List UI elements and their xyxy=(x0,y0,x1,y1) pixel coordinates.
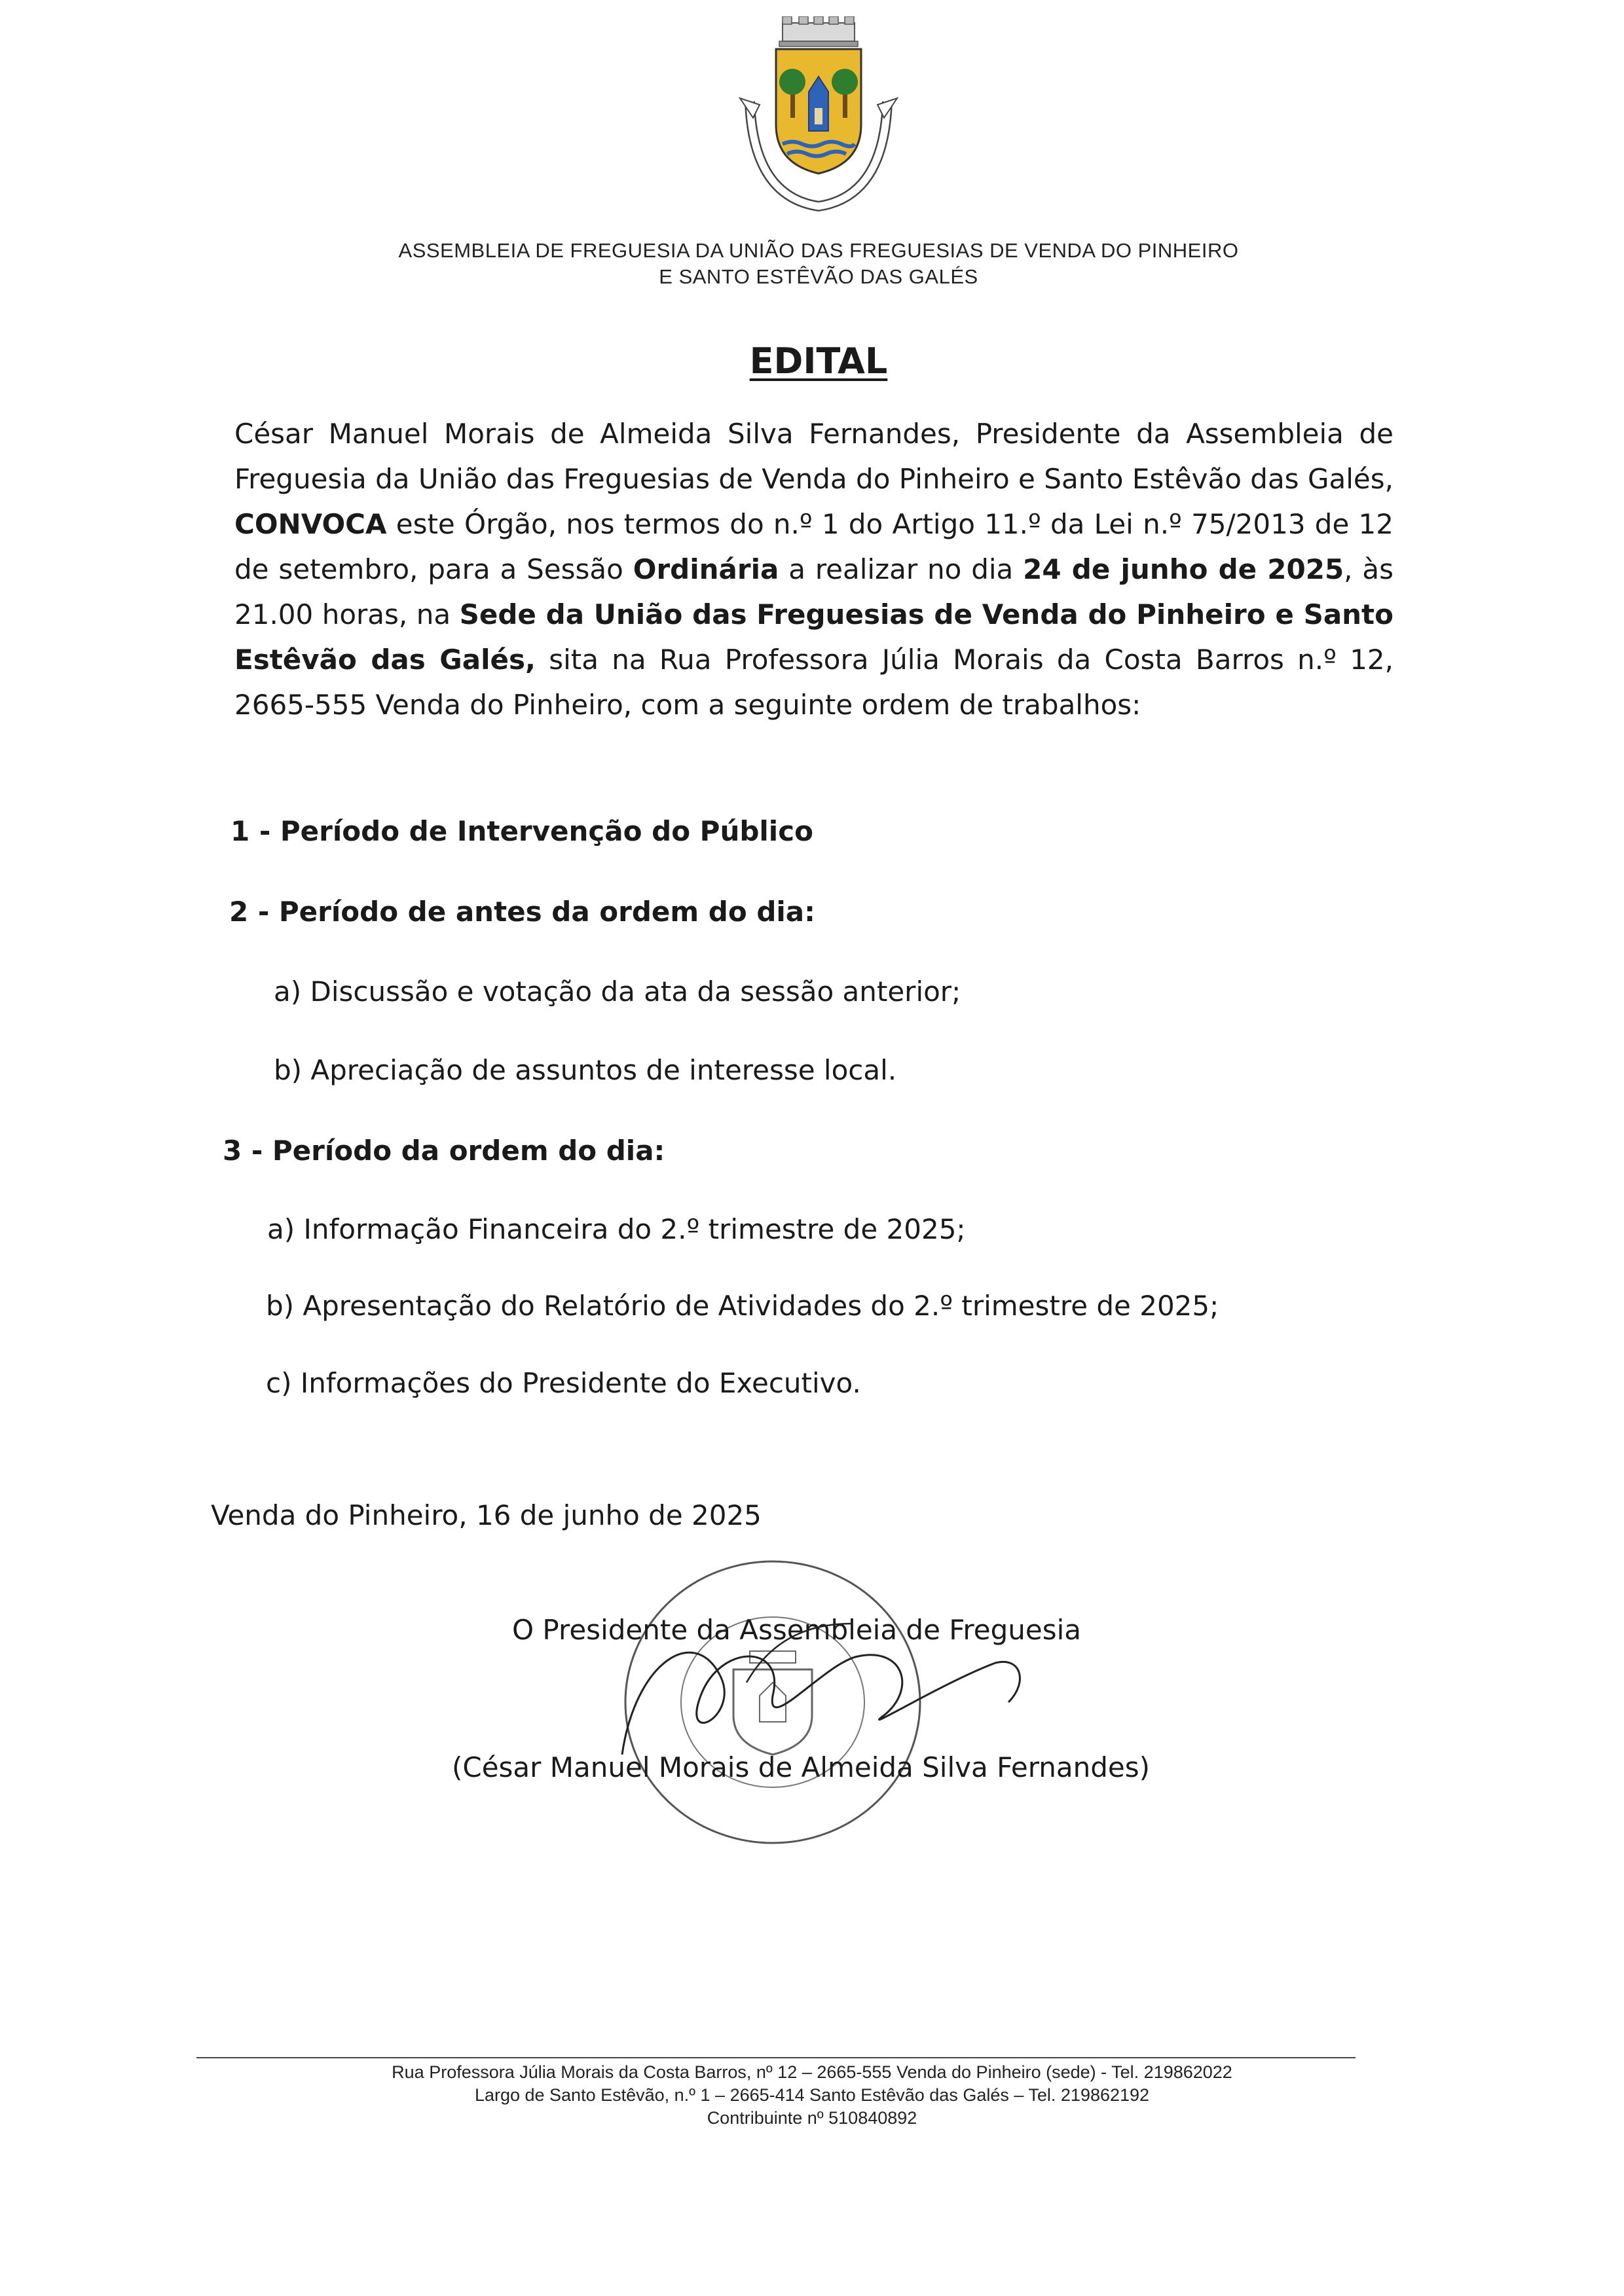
body-sede: Sede da União das Freguesias de Venda do Pinheiro e Santo Estêvão das Galés, xyxy=(234,598,1393,676)
assembly-header-line-1: ASSEMBLEIA DE FREGUESIA DA UNIÃO DAS FREGUESIAS DE VENDA DO PINHEIRO xyxy=(398,239,1239,262)
agenda-item-3c: c) Informações do Presidente do Executivo. xyxy=(266,1367,861,1399)
body-convoca: CONVOCA xyxy=(234,508,387,540)
body-text-3: a realizar no dia xyxy=(788,553,1014,585)
document-title: EDITAL xyxy=(749,340,888,382)
footer-address-santo-estevao: Largo de Santo Estêvão, n.º 1 – 2665-414 Santo Estêvão das Galés – Tel. 219862192 xyxy=(474,2085,1150,2105)
footer-address-headquarters: Rua Professora Júlia Morais da Costa Barros, nº 12 – 2665-555 Venda do Pinheiro (sede) - Tel. 219862022 xyxy=(392,2062,1232,2082)
footer-taxpayer-number: Contribuinte nº 510840892 xyxy=(707,2108,917,2128)
agenda-item-3a: a) Informação Financeira do 2.º trimestre de 2025; xyxy=(267,1213,966,1245)
convocation-paragraph xyxy=(234,411,1393,727)
agenda-item-1: 1 - Período de Intervenção do Público xyxy=(231,815,813,847)
signatory-name: (César Manuel Morais de Almeida Silva Fernandes) xyxy=(452,1751,1151,1783)
agenda-item-2: 2 - Período de antes da ordem do dia: xyxy=(229,896,815,928)
agenda-item-2a: a) Discussão e votação da ata da sessão anterior; xyxy=(274,975,961,1008)
footer-divider xyxy=(196,2057,1356,2058)
agenda-item-3b: b) Apresentação do Relatório de Atividades do 2.º trimestre de 2025; xyxy=(266,1290,1219,1322)
signatory-role: O Presidente da Assembleia de Freguesia xyxy=(512,1614,1081,1646)
body-session-date: 24 de junho de 2025 xyxy=(1023,553,1344,585)
assembly-header-line-2: E SANTO ESTÊVÃO DAS GALÉS xyxy=(659,265,978,288)
body-text-4: , às 21.00 horas, na xyxy=(234,553,1394,630)
body-ordinaria: Ordinária xyxy=(633,553,779,585)
body-text-1: César Manuel Morais de Almeida Silva Fernandes, Presidente da Assembleia de Freguesia da União das Freguesias de Venda do Pinheiro e Santo Estêvão das Galés, xyxy=(234,418,1393,495)
place-and-date: Venda do Pinheiro, 16 de junho de 2025 xyxy=(211,1499,762,1531)
agenda-item-3: 3 - Período da ordem do dia: xyxy=(223,1135,665,1167)
agenda-item-2b: b) Apreciação de assuntos de interesse local. xyxy=(274,1054,897,1086)
coat-of-arms-icon xyxy=(714,16,923,226)
body-text-2: este Órgão, nos termos do n.º 1 do Artigo 11.º da Lei n.º 75/2013 de 12 de setembro, para a Sessão xyxy=(234,508,1393,585)
body-text-5: sita na Rua Professora Júlia Morais da Costa Barros n.º 12, 2665-555 Venda do Pinheiro, com a seguinte ordem de trabalhos: xyxy=(234,644,1393,721)
